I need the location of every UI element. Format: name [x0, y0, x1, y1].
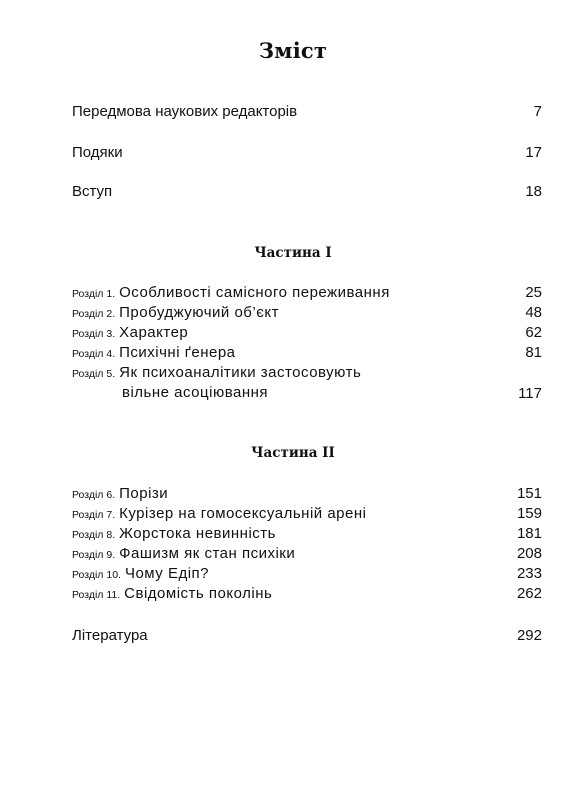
toc-chapter-label	[72, 284, 525, 301]
toc-entry-page: 262	[516, 585, 542, 602]
toc-chapter-label	[72, 304, 525, 321]
toc-entry-page: 233	[516, 565, 542, 582]
chapter-number: Розділ 3.	[72, 328, 116, 340]
toc-chapter-label	[72, 324, 525, 341]
chapter-title: Порізи	[119, 485, 169, 502]
toc-entry-introduction[interactable]	[72, 183, 542, 203]
toc-chapter-entry[interactable]	[72, 344, 542, 364]
toc-entry-preface[interactable]	[72, 103, 542, 123]
toc-entry-page: 151	[516, 485, 542, 502]
toc-entry-acknowledgements[interactable]	[72, 144, 542, 164]
toc-entry-page: 17	[525, 144, 542, 161]
toc-chapter-label	[72, 505, 517, 522]
chapter-title: Психічні ґенера	[119, 344, 236, 361]
toc-entry-page: 25	[525, 284, 542, 301]
chapter-title: Як психоаналітики застосовують	[119, 364, 362, 381]
page-title: Зміст	[258, 38, 328, 63]
chapter-title: Особливості самісного переживання	[119, 284, 390, 301]
chapter-number: Розділ 8.	[72, 529, 116, 541]
chapter-title: Курізер на гомосексуальній арені	[119, 505, 367, 522]
toc-entry-label: Подяки	[72, 144, 123, 161]
toc-chapter-label	[72, 525, 517, 542]
chapter-title: Пробуджуючий об’єкт	[119, 304, 279, 321]
toc-chapter-label	[72, 585, 517, 602]
toc-chapter-entry[interactable]	[72, 585, 542, 605]
part-heading: Частина I	[254, 245, 332, 261]
chapter-number: Розділ 5.	[72, 368, 116, 380]
toc-entry-label: Вступ	[72, 183, 113, 200]
toc-chapter-label	[72, 485, 517, 502]
chapter-number: Розділ 10.	[72, 569, 121, 581]
toc-chapter-entry[interactable]	[72, 485, 542, 505]
toc-entry-page: 48	[525, 304, 542, 321]
chapter-title-line-1	[72, 364, 361, 381]
toc-chapter-label	[72, 344, 525, 361]
chapter-title: Фашизм як стан психіки	[119, 545, 296, 562]
toc-entry-page: 181	[516, 525, 542, 542]
toc-entry-label: Передмова наукових редакторів	[72, 103, 298, 120]
toc-chapter-entry[interactable]	[72, 505, 542, 525]
chapter-number: Розділ 11.	[72, 589, 121, 601]
toc-chapter-entry[interactable]	[72, 364, 542, 404]
toc-chapter-entry[interactable]	[72, 545, 542, 565]
toc-chapter-entry[interactable]	[72, 525, 542, 545]
chapter-number: Розділ 7.	[72, 509, 116, 521]
chapter-title: Жорстока невинність	[119, 525, 276, 542]
chapter-title: Характер	[119, 324, 189, 341]
part-heading: Частина II	[251, 445, 335, 461]
chapter-number: Розділ 1.	[72, 288, 116, 300]
chapter-number: Розділ 4.	[72, 348, 116, 360]
toc-entry-label: Література	[72, 627, 148, 644]
toc-entry-page: 208	[516, 545, 542, 562]
toc-entry-page: 117	[518, 385, 542, 402]
toc-entry-page: 292	[516, 627, 542, 644]
chapter-number: Розділ 6.	[72, 489, 116, 501]
toc-chapter-entry[interactable]	[72, 304, 542, 324]
toc-chapter-entry[interactable]	[72, 284, 542, 304]
toc-entry-bibliography[interactable]	[72, 627, 542, 647]
chapter-title: Свідомість поколінь	[124, 585, 273, 602]
chapter-number: Розділ 2.	[72, 308, 116, 320]
toc-chapter-label	[72, 565, 517, 582]
toc-entry-page: 81	[525, 344, 542, 361]
toc-entry-page: 159	[516, 505, 542, 522]
toc-chapter-entry[interactable]	[72, 565, 542, 585]
toc-chapter-label	[72, 545, 517, 562]
toc-entry-page: 18	[525, 183, 542, 200]
chapter-title-line-2: вільне асоціювання	[122, 384, 269, 401]
toc-entry-page: 62	[525, 324, 542, 341]
toc-entry-page: 7	[533, 103, 542, 120]
toc-chapter-entry[interactable]	[72, 324, 542, 344]
chapter-title: Чому Едіп?	[124, 565, 209, 582]
toc-chapter-label	[72, 364, 518, 404]
chapter-number: Розділ 9.	[72, 549, 116, 561]
